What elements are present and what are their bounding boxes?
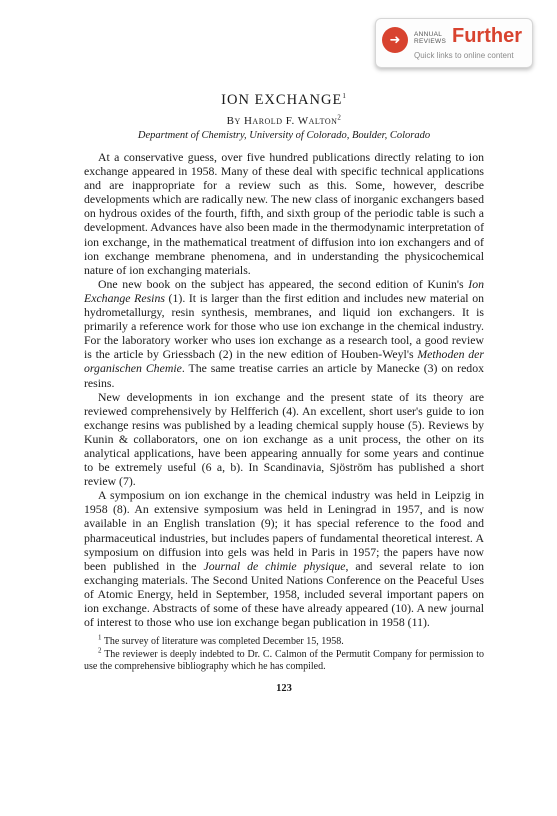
banner-tagline: Quick links to online content (414, 51, 514, 60)
footnote-1 (84, 633, 484, 648)
article-title (84, 92, 484, 109)
journal-title: Journal de chimie physique (203, 558, 346, 573)
footnote-2 (84, 646, 484, 674)
p2-text-e: . The same treatise carries an article by Manecke (3) on redox resins. (84, 361, 484, 390)
footnote-2-text: The reviewer is deeply indebted to Dr. C. Calmon of the Permutit Company for permission to use the comprehensive bibliography which he has compiled. (84, 648, 484, 672)
article-page (84, 92, 484, 694)
footnote-2-number: 2 (98, 646, 102, 655)
footnote-1-text: The survey of literature was completed December 15, 1958. (101, 636, 344, 648)
book-title-methoden: Methoden der organischen Chemie (84, 347, 484, 376)
page-number: 123 (276, 683, 292, 695)
author-affiliation: Department of Chemistry, University of Colorado, Boulder, Colorado (137, 130, 431, 141)
book-title-ion-exchange-resins: Ion Exchange Resins (84, 276, 484, 305)
reviews-text: REVIEWS (414, 38, 447, 45)
p4-text-c: , and several relate to ion exchanging materials. The Second United Nations Conference on the Peaceful Uses of Atomic Energy, held in September, 1958, included several important papers on ion exchange. Abstracts of some of these have already appeared (10). A new journal of interest to those who use ion exchange began publication in 1958 (11). (84, 558, 485, 630)
body-paragraph-4 (84, 488, 484, 629)
body-paragraph-2 (84, 277, 484, 390)
annual-text: ANNUAL (414, 31, 443, 38)
author-footnote-marker: 2 (337, 113, 342, 122)
footnote-1-number: 1 (98, 633, 102, 642)
annual-reviews-wordmark (414, 31, 446, 45)
p4-text-a: A symposium on ion exchange in the chemical industry was held in Leipzig in 1958 (8). An extensive symposium was held in Leningrad in 1957, and is now available in an English translation (9); it has special reference to the food and pharmaceutical industries, but includes papers of fundamental theoretical interest. A symposium on diffusion into gels was held in Paris in 1957; the papers have now been published in the (84, 488, 484, 573)
article-author (84, 115, 484, 127)
annual-reviews-further-banner[interactable] (375, 18, 533, 68)
p2-text-a: One new book on the subject has appeared, the second edition of Kunin's (98, 276, 469, 291)
title-text: ION EXCHANGE (221, 92, 343, 108)
further-label: Further (452, 25, 522, 47)
body-paragraph-3: New developments in ion exchange and the present state of its theory are reviewed comprehensively by Helfferich (4). An excellent, short user's guide to ion exchange resins was published by a leading chemical supply house (5). Reviews by Kunin & collaborators, one on ion exchange as a unit process, the other on its analytical applications, have been appearing annually for some years and continue to be extremely useful (6 a, b). In Scandinavia, Sjöström has published a short review (7). (84, 389, 484, 489)
p2-text-c: (1). It is larger than the first edition and includes new material on hydrometallurgy, resin synthesis, membranes, and liquid ion exchangers. It is primarily a reference work for those who use ion exchange in the chemical industry. For the laboratory worker who uses ion exchange as a research tool, a good review is the article by Griessbach (2) in the new edition of Houben-Weyl's (84, 290, 484, 362)
annual-reviews-logo-icon: ➜ (382, 27, 408, 53)
title-footnote-marker: 1 (342, 92, 347, 101)
body-paragraph-1: At a conservative guess, over five hundred publications directly relating to ion exchange appeared in 1958. Many of these deal with specific technical applications and are inappropriate for a review such as this. Some, however, describe developments which are radically new. The new class of inorganic exchangers based on hydrous oxides of the fourth, fifth, and sixth group of the periodic table is such a development. Advances have also been made in the thermodynamic interpretation of ion exchange, in the mathematical treatment of diffusion into ion exchangers and of ion exchange membrane phenomena, and in understanding the physicochemical nature of ion exchanging materials. (84, 150, 484, 277)
author-text: By Harold F. Walton (226, 115, 338, 127)
